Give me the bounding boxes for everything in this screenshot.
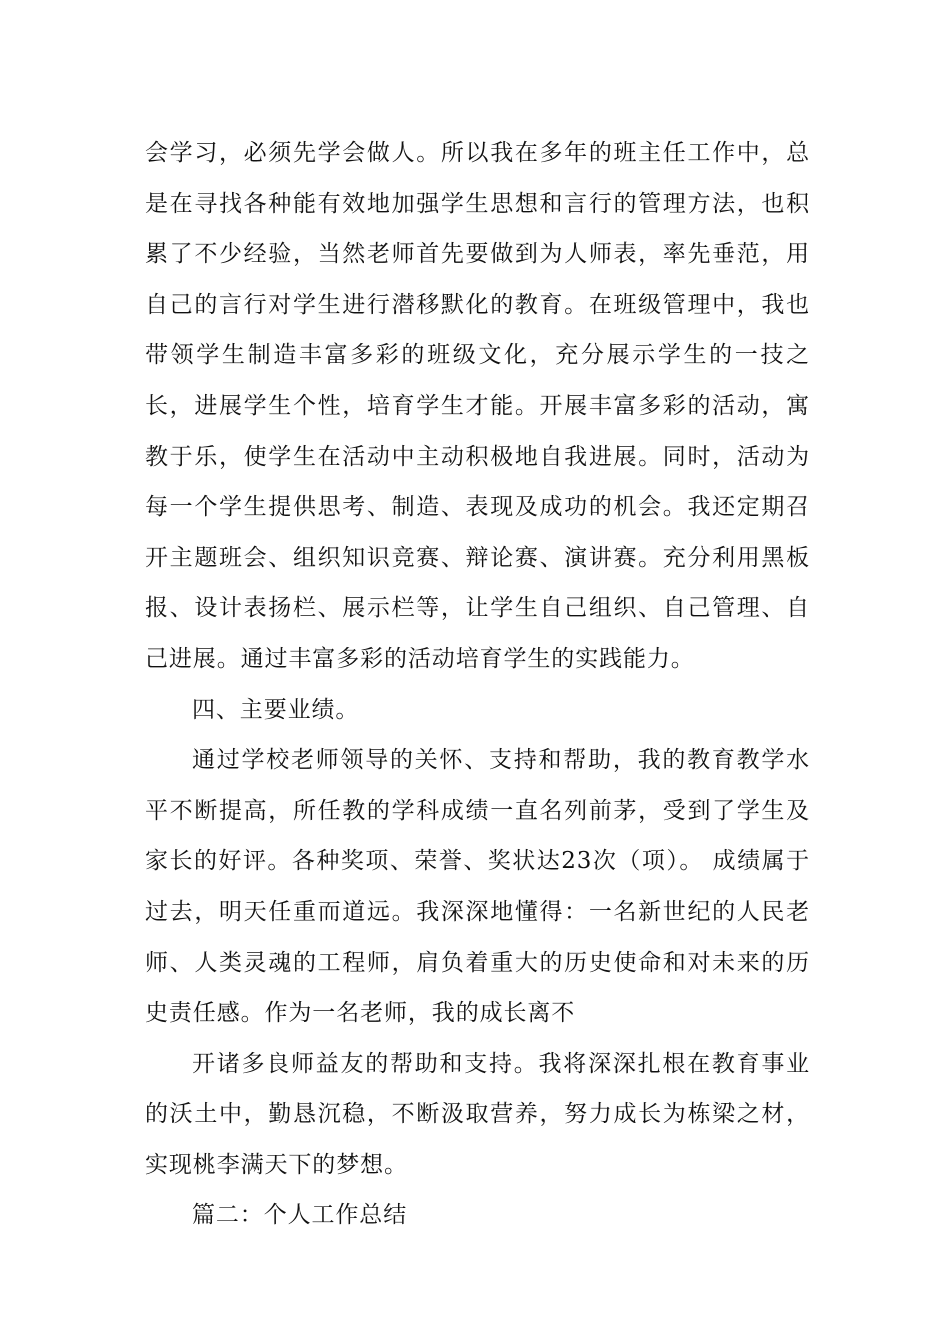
document-body [145,128,810,1241]
paragraph-class-management: 会学习，必须先学会做人。所以我在多年的班主任工作中，总是在寻找各种能有效地加强学生思想和言行的管理方法，也积累了不少经验，当然老师首先要做到为人师表，率先垂范，用自己的言行对学生进行潜移默化的教育。在班级管理中，我也带领学生制造丰富多彩的班级文化，充分展示学生的一技之长，进展学生个性，培育学生才能。开展丰富多彩的活动，寓教于乐，使学生在活动中主动积极地自我进展。同时，活动为每一个学生提供思考、制造、表现及成功的机会。我还定期召开主题班会、组织知识竞赛、辩论赛、演讲赛。充分利用黑板报、设计表扬栏、展示栏等，让学生自己组织、自己管理、自己进展。通过丰富多彩的活动培育学生的实践能力。 [145,140,810,672]
paragraph-achievements: 通过学校老师领导的关怀、支持和帮助，我的教育教学水平不断提高，所任教的学科成绩一直名列前茅，受到了学生及家长的好评。各种奖项、荣誉、奖状达23次（项）。 成绩属于过去，明天任重而道远。我深深地懂得：一名新世纪的人民老师、人类灵魂的工程师，肩负着重大的历史使命和对未来的历史责任感。作为一名老师，我的成长离不 [145,747,810,1027]
paragraph-future-goals: 开诸多良师益友的帮助和支持。我将深深扎根在教育事业的沃土中，勤恳沉稳，不断汲取营养，努力成长为栋梁之材，实现桃李满天下的梦想。 [145,1050,810,1178]
section-heading-part-two: 篇二：个人工作总结 [192,1202,408,1229]
section-heading-main-achievements: 四、主要业绩。 [192,696,360,723]
